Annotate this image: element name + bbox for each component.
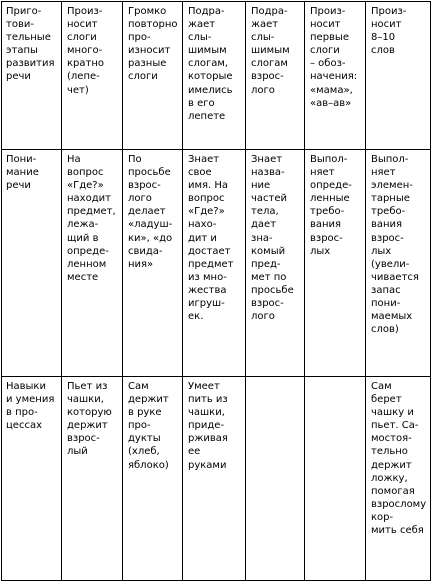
table-cell: Громко повторно про- износит разные слоги xyxy=(123,2,183,150)
table-cell: Произ- носит 8–10 слов xyxy=(366,2,431,150)
row-header-cell: Навыки и умения в про- цессах xyxy=(2,377,62,581)
table-cell-empty xyxy=(246,377,305,581)
table-cell: Пьет из чашки, которую держит взрос- лый xyxy=(62,377,123,581)
table-cell: Сам берет чашку и пьет. Са- мостоя- тельно держит ложку, помогая взрослому кор- мить себя xyxy=(366,377,431,581)
table-row-speech-understanding xyxy=(2,150,431,377)
table-cell: Знает свое имя. На вопрос «Где?» нахо- дит и достает предмет из мно- жества игруш- ек. xyxy=(183,150,246,377)
row-header-cell: Пони- мание речи xyxy=(2,150,62,377)
table-cell: Выпол- няет опреде- ленные требо- вания взрос- лых xyxy=(305,150,366,377)
table-cell: Подра- жает слы- шимым слогам взрос- лого xyxy=(246,2,305,150)
speech-development-table xyxy=(1,1,431,581)
table-row-skills xyxy=(2,377,431,581)
table-cell: Знает назва- ние частей тела, дает зна- комый пред- мет по просьбе взрос- лого xyxy=(246,150,305,377)
table-cell: Произ- носит слоги много- кратно (лепе- чет) xyxy=(62,2,123,150)
table-cell: По просьбе взрос- лого делает «ладуш- ки», «до свида- ния» xyxy=(123,150,183,377)
table-cell: Умеет пить из чашки, приде- рживая ее руками xyxy=(183,377,246,581)
table-cell: Сам держит в руке про- дукты (хлеб, яблоко) xyxy=(123,377,183,581)
row-header-cell: Приго- тови- тельные этапы развития речи xyxy=(2,2,62,150)
table-row-preparatory-stages xyxy=(2,2,431,150)
table-cell: Подра- жает слы- шимым слогам, которые имелись в его лепете xyxy=(183,2,246,150)
table-cell-empty xyxy=(305,377,366,581)
table-cell: На вопрос «Где?» находит предмет, лежа- щий в опреде- ленном месте xyxy=(62,150,123,377)
table-cell: Выпол- няет элемен- тарные требо- вания взрос- лых (увели- чивается запас пони- маемых слов) xyxy=(366,150,431,377)
table-cell: Произ- носит первые слоги – обоз- начения: «мама», «ав–ав» xyxy=(305,2,366,150)
